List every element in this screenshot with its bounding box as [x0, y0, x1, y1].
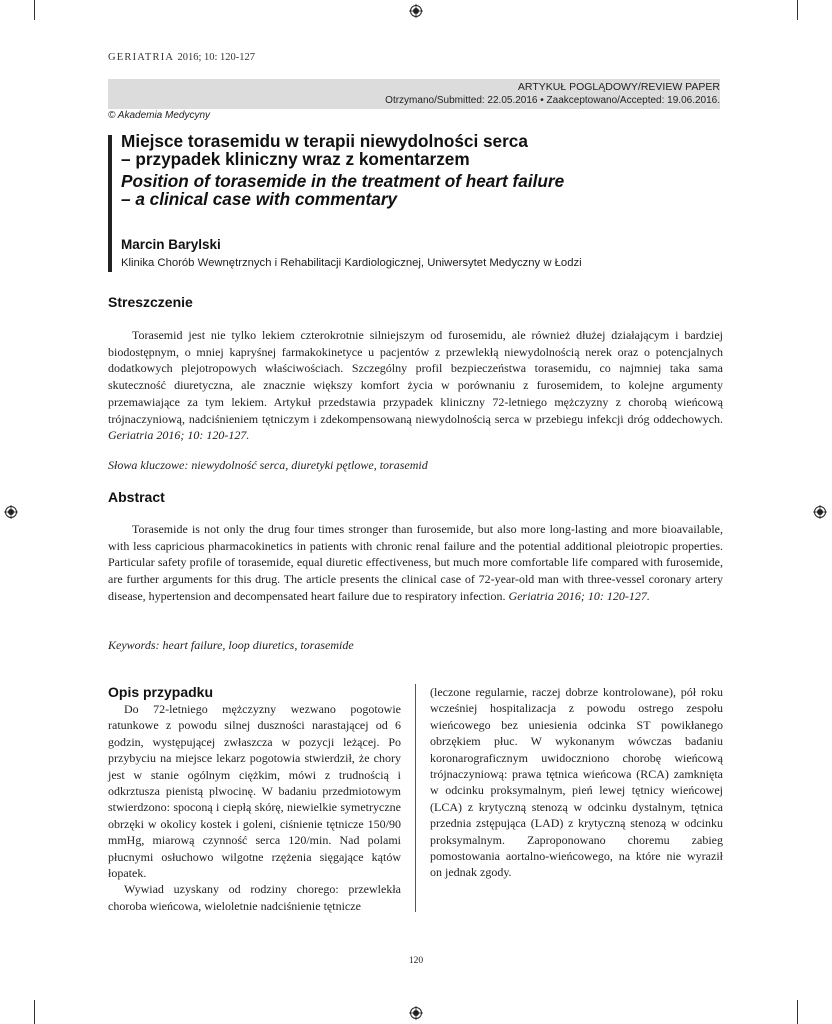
crop-mark-top-right [797, 0, 798, 20]
column-divider [415, 684, 416, 912]
abstract-body [108, 521, 723, 605]
registration-mark-bottom-icon [409, 1006, 423, 1020]
author-name: Marcin Barylski [121, 237, 221, 252]
title-accent-bar [108, 135, 112, 272]
crop-mark-bottom-right [797, 1000, 798, 1024]
crop-mark-top-left [34, 0, 35, 20]
abstract-keywords: Keywords: heart failure, loop diuretics, torasemide [108, 638, 354, 652]
author-affiliation: Klinika Chorób Wewnętrznych i Rehabilitacji Kardiologicznej, Uniwersytet Medyczny w Łodzi [121, 257, 582, 269]
copyright: © Akademia Medycyny [108, 110, 211, 121]
case-right-column [430, 684, 723, 881]
page-number: 120 [408, 956, 424, 966]
case-heading: Opis przypadku [108, 684, 214, 700]
registration-mark-top-icon [409, 4, 423, 18]
abstract-heading: Abstract [108, 489, 165, 505]
journal-name: GERIATRIA [108, 52, 174, 63]
case-left-paragraph-2: Wywiad uzyskany od rodziny chorego: przewlekła choroba wieńcowa, wieloletnie nadciśnienie tętnicze [108, 882, 401, 913]
article-type: ARTYKUŁ POGLĄDOWY/REVIEW PAPER [517, 81, 720, 93]
title-polish-line-2: – przypadek kliniczny wraz z komentarzem [121, 149, 470, 169]
title-english [121, 172, 564, 208]
abstract-text: Torasemide is not only the drug four times stronger than furosemide, but also more long-lasting and more bioavailable, with less capricious pharmacokinetics in patients with chronic renal failure and the potential additional pleiotropic properties. Particular safety profile of torasemide, equal diuretic effectiveness, but much more comfortable life compared with furosemide, are further arguments for this drug. The article presents the clinical case of 72-year-old man with three-vessel coronary artery disease, hypertension and decompensated heart failure due to respiratory infection. [108, 522, 723, 603]
crop-mark-bottom-left [34, 1000, 35, 1024]
journal-citation: 2016; 10: 120-127 [177, 52, 256, 63]
case-right-paragraph-1: (leczone regularnie, raczej dobrze kontrolowane), pół roku wcześniej hospitalizacja z powodu ostrego zespołu wieńcowego bez uniesienia odcinka ST powikłanego obrzękiem płuc. W wykonanym wówczas badaniu koronarograficznym uwidoczniono chorobę wieńcową trójnaczyniową: prawa tętnica wieńcowa (RCA) zamknięta w odcinku proksymalnym, pień lewej tętnicy wieńcowej (LCA) z krytyczną stenozą w odcinku dystalnym, tętnica przednia zstępująca (LAD) z krytyczną stenozą w odcinku proksymalnym. Zaproponowano choremu zabieg pomostowania aortalno-wieńcowego, na które nie wyraził on jednak zgody. [430, 685, 723, 880]
title-polish [121, 132, 528, 168]
streszczenie-citation: Geriatria 2016; 10: 120-127. [108, 428, 250, 443]
streszczenie-body [108, 327, 723, 444]
streszczenie-text: Torasemid jest nie tylko lekiem czterokrotnie silniejszym od furosemidu, ale również dłużej działającym i bardziej biodostępnym, o mniej kapryśnej farmakokinetyce u pacjentów z przewlekłą niewydolnością nerek oraz o potencjalnych dodatkowych plejotropowych właściwościach. Szczególny profil bezpieczeństwa torasemidu, co najmniej taka sama skuteczność diuretyczna, ale znacznie większy komfort życia w porównaniu z furosemidem, to kolejne argumenty przemawiające za tym lekiem. Artykuł przedstawia przypadek kliniczny 72-letniego mężczyzny z chorobą wieńcową trójnaczyniową, nadciśnieniem tętniczym i zdekompensowaną niewydolnością serca w przebiegu infekcji dróg oddechowych. [108, 328, 723, 426]
registration-mark-left-icon [4, 505, 18, 519]
submission-dates: Otrzymano/Submitted: 22.05.2016 • Zaakceptowano/Accepted: 19.06.2016. [385, 95, 720, 106]
journal-header [108, 52, 255, 63]
case-left-paragraph-1: Do 72-letniego mężczyzny wezwano pogotowie ratunkowe z powodu silnej duszności narastającej od 6 godzin, występującej zwłaszcza w pozycji leżącej. Po przybyciu na miejsce lekarz pogotowia stwierdził, że chory jest w stanie ogólnym ciężkim, mówi z trudnością i odkrztusza pienistą plwocinę. W badaniu przedmiotowym stwierdzono: spoconą i ciepłą skórę, niewielkie symetryczne obrzęki w okolicy kostek i goleni, ciśnienie tętnicze 150/90 mmHg, miarową czynność serca 120/min. Nad polami płucnymi osłuchowo wilgotne rzężenia sięgające kątów łopatek. [108, 702, 401, 881]
title-english-line-1: Position of torasemide in the treatment of heart failure [121, 171, 565, 191]
abstract-citation: Geriatria 2016; 10: 120-127. [508, 588, 650, 603]
title-english-line-2: – a clinical case with commentary [121, 189, 398, 209]
case-left-column [108, 701, 401, 914]
title-polish-line-1: Miejsce torasemidu w terapii niewydolności serca [121, 131, 528, 151]
registration-mark-right-icon [813, 505, 827, 519]
streszczenie-heading: Streszczenie [108, 294, 193, 310]
streszczenie-keywords: Słowa kluczowe: niewydolność serca, diuretyki pętlowe, torasemid [108, 458, 428, 472]
